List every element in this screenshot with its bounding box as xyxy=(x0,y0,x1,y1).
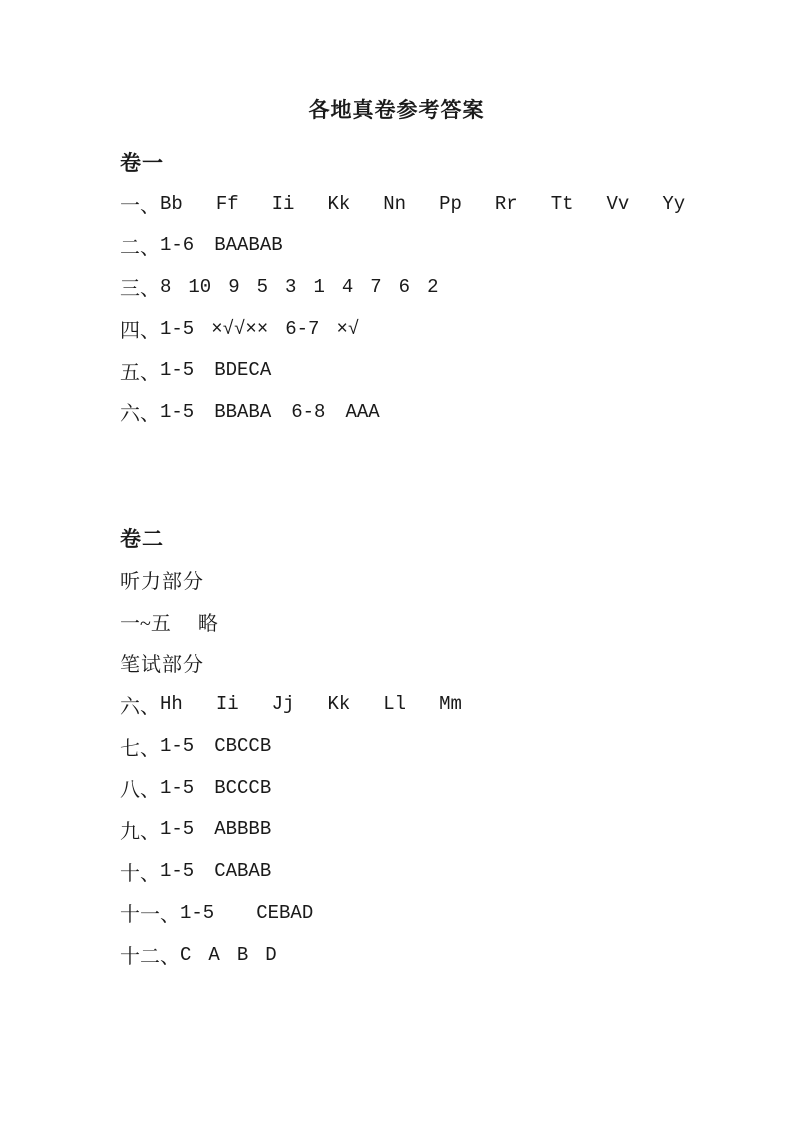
answer-line-p2-10 xyxy=(120,850,753,892)
answer-line-p1-2 xyxy=(120,224,753,266)
answer-line-p2-9 xyxy=(120,809,753,851)
question-label: 三、 xyxy=(120,278,160,301)
answer-item: Hh xyxy=(160,693,183,716)
answer-items xyxy=(160,318,359,340)
answer-item: Pp xyxy=(439,192,462,215)
written-section-heading: 笔试部分 xyxy=(120,654,204,677)
answer-item: 8 xyxy=(160,275,172,298)
answer-item: 6-7 xyxy=(285,317,320,340)
answer-item: BDECA xyxy=(214,359,272,382)
answer-item: Ii xyxy=(215,693,239,716)
answer-items xyxy=(160,777,271,799)
answer-item: C xyxy=(180,943,192,966)
question-label: 六、 xyxy=(120,695,160,718)
answer-items xyxy=(180,944,277,966)
answer-item: Vv xyxy=(606,192,630,215)
answer-items xyxy=(160,234,283,256)
answer-item: CEBAD xyxy=(256,901,314,924)
paper1-heading: 卷一 xyxy=(120,151,164,175)
section-gap xyxy=(120,433,753,517)
question-label: 五、 xyxy=(120,361,160,384)
answer-line-p1-5 xyxy=(120,349,753,391)
answer-item: Yy xyxy=(662,192,686,215)
question-label: 九、 xyxy=(120,820,160,843)
answer-item: 2 xyxy=(427,275,439,298)
answer-item: 1 xyxy=(313,275,325,298)
answer-items xyxy=(160,735,271,757)
answer-line-p1-4 xyxy=(120,308,753,350)
content-area xyxy=(120,141,753,975)
answer-line-p2-6 xyxy=(120,684,753,726)
answer-item: Bb xyxy=(160,192,183,215)
answer-item: Tt xyxy=(550,192,574,215)
question-label: 二、 xyxy=(120,236,160,259)
answer-item: 1-5 xyxy=(160,400,195,423)
question-label: 十一、 xyxy=(120,904,180,927)
listening-omitted-line xyxy=(120,600,753,642)
listening-range: 一~五 xyxy=(120,612,171,635)
question-label: 八、 xyxy=(120,779,160,802)
answer-item: 1-5 xyxy=(160,776,195,799)
answer-item: CABAB xyxy=(214,860,272,883)
answer-line-p1-3 xyxy=(120,266,753,308)
answer-item: 1-5 xyxy=(160,818,195,841)
answer-item: D xyxy=(265,943,277,966)
answer-items xyxy=(160,818,271,840)
answer-item: 6-8 xyxy=(291,400,326,423)
answer-item: A xyxy=(208,943,220,966)
question-label: 一、 xyxy=(120,195,160,218)
question-label: 七、 xyxy=(120,737,160,760)
answer-items xyxy=(160,276,438,298)
answer-items xyxy=(160,693,462,715)
answer-item: BBABA xyxy=(214,400,272,423)
answer-items xyxy=(160,193,685,215)
answer-item: ×√ xyxy=(336,317,360,340)
question-label: 十、 xyxy=(120,862,160,885)
answer-item: 9 xyxy=(228,275,240,298)
question-label: 十二、 xyxy=(120,946,180,969)
answer-item: Kk xyxy=(327,192,351,215)
answer-line-p2-7 xyxy=(120,725,753,767)
answer-item: 6 xyxy=(398,275,411,298)
answer-item: Nn xyxy=(383,192,407,215)
answer-item: 1-6 xyxy=(160,234,195,257)
answer-line-p2-11 xyxy=(120,892,753,934)
answer-item: 1-5 xyxy=(180,901,215,924)
answer-item: ×√√×× xyxy=(211,317,269,340)
answer-line-p1-6 xyxy=(120,391,753,433)
answer-line-p2-8 xyxy=(120,767,753,809)
paper2-heading: 卷二 xyxy=(120,527,164,551)
answer-item: 10 xyxy=(188,275,212,298)
answer-item: Kk xyxy=(327,693,351,716)
answer-item: B xyxy=(236,943,249,966)
listening-section-heading: 听力部分 xyxy=(120,570,204,593)
answer-item: BAABAB xyxy=(214,234,283,257)
answer-item: 3 xyxy=(285,275,297,298)
answer-item: 1-5 xyxy=(160,735,195,758)
page-title: 各地真卷参考答案 xyxy=(308,99,485,122)
answer-item: 4 xyxy=(341,275,354,298)
answer-line-p1-1 xyxy=(120,183,753,225)
answer-item: CBCCB xyxy=(214,735,272,758)
answer-item: 5 xyxy=(256,275,269,298)
answer-item: BCCCB xyxy=(214,776,272,799)
question-label: 四、 xyxy=(120,320,160,343)
answer-item: Mm xyxy=(439,693,462,716)
answer-item: 1-5 xyxy=(160,317,195,340)
answer-item: Ll xyxy=(383,693,407,716)
answer-item: ABBBB xyxy=(214,818,272,841)
answer-item: Jj xyxy=(271,693,295,716)
answer-items xyxy=(160,359,271,381)
answer-item: 1-5 xyxy=(160,359,195,382)
answer-item: 7 xyxy=(370,275,382,298)
answer-item: Ff xyxy=(215,192,239,215)
answer-item: AAA xyxy=(345,400,380,423)
answer-item: Ii xyxy=(271,192,295,215)
answer-items xyxy=(180,902,313,924)
answer-line-p2-12 xyxy=(120,934,753,976)
answer-items xyxy=(160,401,380,423)
answer-item: 1-5 xyxy=(160,860,195,883)
question-label: 六、 xyxy=(120,403,160,426)
answer-item: Rr xyxy=(494,192,518,215)
answer-items xyxy=(160,860,271,882)
listening-note: 略 xyxy=(197,612,218,635)
